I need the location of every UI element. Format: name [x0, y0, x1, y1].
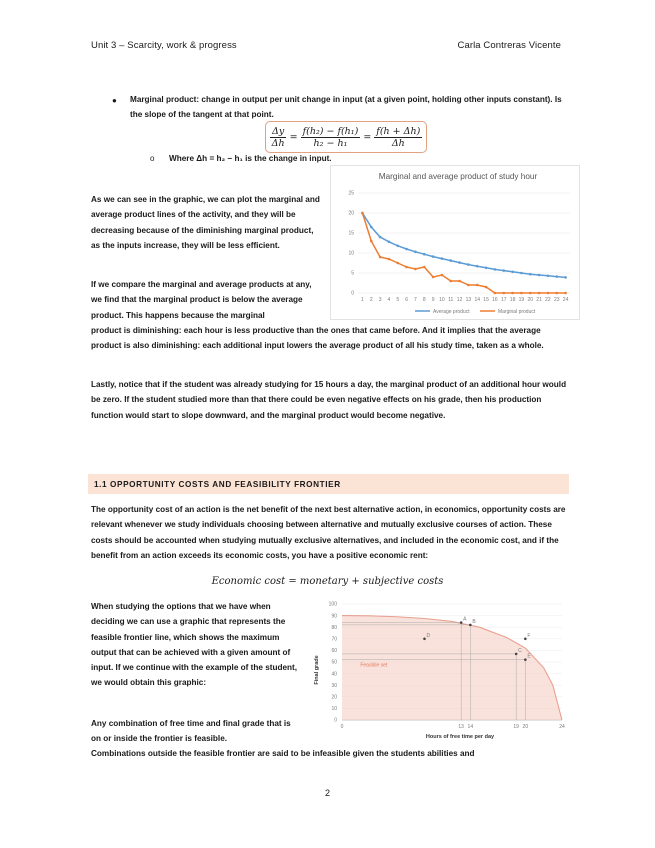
chart1-point-marginal	[361, 212, 364, 215]
feasible-frontier-chart	[310, 598, 572, 740]
y-axis-label: Final grade	[314, 655, 320, 685]
chart1-point-average	[449, 259, 452, 262]
chart1-point-marginal	[423, 266, 426, 269]
chart1-x-tick: 23	[553, 297, 560, 303]
chart1-point-average	[441, 257, 444, 260]
chart1-point-average	[388, 241, 391, 244]
chart2-x-tick: 24	[559, 724, 565, 730]
chart1-point-average	[511, 271, 514, 274]
chart1-x-tick: 15	[483, 297, 489, 303]
chart1-y-tick: 25	[348, 190, 354, 197]
chart2-y-tick: 100	[328, 601, 337, 608]
paragraph-4: The opportunity cost of an action is the net benefit of the next best alternative action, in economics, opportunity costs are relevant whenever we study individuals choosing between alternative and mutually exclusive courses of action. These costs should be accounted when studying mutually exclusive alternatives, and included in the economic cost, and if the benefit from an action exceeds its economic costs, you have a positive economic rent:	[91, 505, 566, 560]
paragraph-1: As we can see in the graphic, we can plot the marginal and average product lines of the activity, and they will be decreasing because of the diminishing marginal product, as the inputs increase, they will be less efficient.	[91, 195, 320, 250]
bullet-dot: ●	[112, 96, 117, 105]
chart1-point-average	[555, 275, 558, 278]
chart1-point-marginal	[396, 262, 399, 265]
chart1-x-tick: 2	[369, 297, 373, 303]
chart1-x-tick: 16	[492, 297, 498, 303]
chart1-x-tick: 14	[474, 297, 481, 303]
marginal-average-chart	[330, 165, 580, 320]
chart1-x-tick: 13	[465, 297, 472, 303]
section-title: 1.1 OPPORTUNITY COSTS AND FEASIBILITY FRONTIER	[94, 480, 341, 489]
chart1-point-marginal	[405, 266, 408, 269]
x-axis-label: Hours of free time per day	[425, 734, 495, 740]
chart2-point-d	[423, 638, 426, 641]
formula-mid: $\frac{\text{f(h₂) − f(h₁)}}{\text{h₂ − h₁}}$	[302, 125, 359, 149]
chart2-x-tick: 19	[513, 724, 519, 730]
chart1-x-tick: 12	[456, 297, 463, 303]
chart1-x-tick: 4	[387, 297, 391, 303]
formula-lhs: $\frac{\Delta y}{\Delta h}$	[271, 125, 285, 149]
chart1-title: Marginal and average product of study hour	[378, 172, 538, 181]
chart1-point-average	[405, 248, 408, 251]
chart1-x-tick: 3	[378, 297, 382, 303]
chart2-x-tick: 0	[340, 724, 344, 730]
chart1-point-average	[476, 265, 479, 268]
chart1-x-tick: 1	[361, 297, 364, 303]
formula-eq-2: =	[363, 131, 372, 143]
chart1-x-tick: 9	[431, 297, 435, 303]
chart1-point-marginal	[520, 292, 523, 295]
chart1-x-tick: 22	[545, 297, 551, 303]
chart1-point-marginal	[547, 292, 550, 295]
chart1-x-tick: 6	[405, 297, 408, 303]
formula-rhs: $\frac{f(h + \Delta h)}{\Delta h}$	[376, 125, 421, 149]
chart1-frame	[331, 166, 580, 320]
chart2-y-tick: 30	[331, 682, 337, 689]
chart1-y-tick: 0	[351, 290, 354, 297]
chart1-point-marginal	[502, 292, 505, 295]
chart1-point-average	[458, 261, 461, 264]
chart1-point-average	[414, 251, 417, 254]
chart1-point-average	[538, 274, 541, 277]
feasible-set-label: Feasible set	[360, 662, 388, 669]
paragraph-2-cont: product is diminishing: each hour is less productive than the ones that came before. And it implies that the average product is also diminishing: each additional input lowers the average product of all his study time, taken as a whole.	[91, 326, 544, 351]
chart2-y-tick: 70	[331, 636, 337, 643]
chart1-x-tick: 19	[518, 297, 525, 303]
chart2-point-b	[469, 624, 472, 627]
chart2-y-tick: 50	[331, 659, 337, 666]
chart1-point-marginal	[370, 240, 373, 243]
chart2-y-tick: 20	[331, 694, 337, 701]
chart2-point-f	[524, 638, 527, 641]
paragraph-6: Any combination of free time and final grade that is on or inside the frontier is feasible.	[91, 719, 291, 744]
chart1-point-marginal	[467, 284, 470, 287]
chart1-point-marginal	[485, 286, 488, 289]
chart1-point-marginal	[529, 292, 532, 295]
chart1-point-average	[396, 245, 399, 248]
chart1-point-marginal	[564, 292, 567, 295]
chart2-y-tick: 10	[331, 706, 337, 713]
chart1-x-tick: 5	[396, 297, 400, 303]
chart1-point-average	[494, 268, 497, 271]
chart1-point-average	[502, 269, 505, 272]
chart1-point-marginal	[538, 292, 541, 295]
chart2-point-c	[515, 653, 518, 656]
chart2-y-tick: 60	[331, 648, 337, 655]
chart1-x-tick: 18	[509, 297, 516, 303]
chart1-point-average	[520, 272, 523, 275]
chart2-point-a	[460, 621, 463, 624]
chart2-point-label: C	[518, 647, 522, 654]
chart1-point-average	[370, 226, 373, 229]
chart1-point-marginal	[441, 274, 444, 277]
chart1-y-tick: 15	[348, 230, 354, 237]
running-header-right: Carla Contreras Vicente	[457, 40, 561, 51]
running-header-left: Unit 3 – Scarcity, work & progress	[91, 40, 237, 51]
chart1-point-marginal	[494, 292, 497, 295]
marginal-product-formula	[265, 121, 427, 153]
page-number: 2	[324, 788, 330, 798]
chart2-y-tick: 0	[334, 717, 337, 724]
legend-average-label: Average product	[433, 309, 470, 315]
section-header-band	[88, 474, 569, 494]
chart1-x-tick: 21	[536, 297, 542, 303]
chart1-point-average	[547, 275, 550, 278]
chart1-y-tick: 5	[351, 270, 354, 277]
chart2-point-e	[524, 658, 527, 661]
chart1-y-tick: 20	[348, 210, 354, 217]
chart1-point-average	[485, 267, 488, 270]
bullet-text: Marginal product: change in output per unit change in input (at a given point, holding other inputs constant). Is the slope of the tangent at that point.	[130, 95, 562, 120]
sub-bullet-text: Where Δh = h₂ − h₁ is the change in input.	[169, 154, 332, 163]
chart1-point-marginal	[414, 268, 417, 271]
chart2-y-tick: 90	[331, 613, 337, 620]
chart1-x-tick: 11	[448, 297, 454, 303]
chart1-x-tick: 10	[439, 297, 445, 303]
chart1-point-marginal	[432, 276, 435, 279]
chart1-point-average	[432, 255, 435, 258]
chart1-point-average	[529, 273, 532, 276]
chart1-point-average	[379, 236, 382, 239]
chart2-x-tick: 14	[467, 724, 474, 730]
chart2-point-label: E	[527, 653, 531, 660]
chart1-point-marginal	[555, 292, 558, 295]
chart1-point-average	[564, 276, 567, 279]
paragraph-7: Combinations outside the feasible frontier are said to be infeasible given the students abilities and	[91, 749, 475, 758]
chart1-point-marginal	[476, 284, 479, 287]
paragraph-2-start: If we compare the marginal and average products at any, we find that the marginal product is below the average product. This happens because the marginal	[91, 280, 312, 320]
chart2-y-tick: 80	[331, 624, 337, 631]
chart1-x-tick: 24	[562, 297, 569, 303]
chart2-point-label: A	[463, 616, 467, 623]
chart2-x-tick: 20	[522, 724, 529, 730]
chart2-point-label: B	[472, 618, 476, 625]
chart1-point-average	[467, 263, 470, 266]
economic-cost-equation: Economic cost = monetary + subjective costs	[211, 576, 444, 587]
chart1-y-tick: 10	[348, 250, 354, 257]
chart2-x-tick: 13	[458, 724, 464, 730]
legend-marginal-label: Marginal product	[498, 309, 536, 315]
paragraph-3: Lastly, notice that if the student was already studying for 15 hours a day, the marginal product of an additional hour would be zero. If the student studied more than that there could be even negative effects on his grade, then his production function would start to slope downward, and the marginal product would become negative.	[91, 380, 567, 420]
chart1-x-tick: 17	[500, 297, 507, 303]
chart1-x-tick: 20	[527, 297, 534, 303]
chart1-point-marginal	[511, 292, 514, 295]
chart1-point-marginal	[449, 280, 452, 283]
chart2-point-label: F	[527, 632, 531, 639]
chart1-x-tick: 8	[422, 297, 426, 303]
formula-eq-1: =	[289, 131, 298, 143]
sub-bullet-marker: o	[150, 154, 155, 163]
chart1-point-marginal	[379, 256, 382, 259]
chart1-point-marginal	[388, 258, 391, 261]
chart2-y-tick: 40	[331, 671, 337, 678]
chart2-point-label: D	[426, 632, 431, 639]
paragraph-5: When studying the options that we have when deciding we can use a graphic that represents the feasible frontier line, which shows the maximum output that can be achieved with a given amount of input. If we continue with the example of the student, we would obtain this graphic:	[91, 602, 298, 688]
chart1-point-marginal	[458, 280, 461, 283]
chart1-point-average	[423, 253, 426, 256]
chart1-x-tick: 7	[414, 297, 417, 303]
